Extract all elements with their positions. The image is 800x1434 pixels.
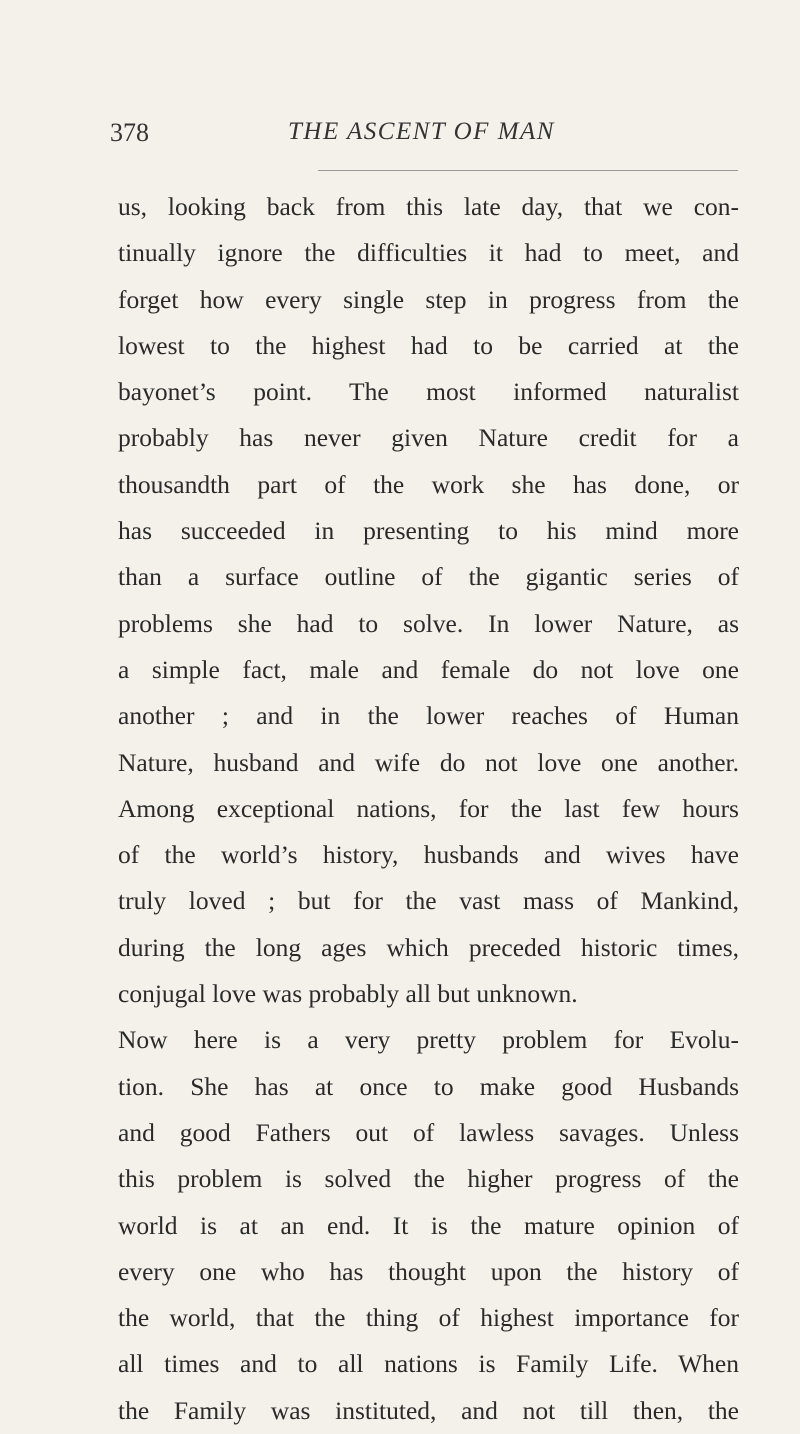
text-line: forget how every single step in progress from the — [118, 284, 739, 314]
text-line: tion. She has at once to make good Husbands — [118, 1071, 739, 1101]
text-line: thousandth part of the work she has done, or — [118, 469, 739, 499]
text-line: truly loved ; but for the vast mass of Mankind, — [118, 886, 739, 916]
text-line: us, looking back from this late day, that we con- — [118, 192, 739, 221]
text-line: lowest to the highest had to be carried at the — [118, 330, 739, 360]
text-line: tinually ignore the difficulties it had to meet, and — [118, 238, 739, 268]
text-line: all times and to all nations is Family Life. When — [118, 1349, 739, 1379]
text-line: conjugal love was probably all but unknown. — [118, 979, 578, 1009]
text-line: during the long ages which preceded historic times, — [118, 932, 739, 962]
text-line: Now here is a very pretty problem for Evolu- — [118, 1025, 739, 1055]
text-line: Nature, husband and wife do not love one another. — [118, 747, 739, 777]
text-line: than a surface outline of the gigantic series of — [118, 562, 739, 592]
text-line: of the world’s history, husbands and wives have — [118, 840, 739, 870]
text-line: the Family was instituted, and not till then, the — [118, 1395, 739, 1425]
text-line: another ; and in the lower reaches of Human — [118, 701, 739, 731]
text-line: this problem is solved the higher progress of the — [118, 1164, 739, 1194]
running-title: THE ASCENT OF MAN — [288, 118, 555, 145]
text-line: and good Fathers out of lawless savages. Unless — [118, 1117, 739, 1147]
text-line: world is at an end. It is the mature opinion of — [118, 1210, 739, 1240]
body-text — [118, 184, 739, 1434]
header-rule — [318, 170, 738, 171]
text-line: probably has never given Nature credit for a — [118, 423, 739, 453]
text-line: problems she had to solve. In lower Nature, as — [118, 608, 739, 638]
text-line: Among exceptional nations, for the last few hours — [118, 793, 739, 823]
page-number: 378 — [110, 118, 149, 147]
text-line: has succeeded in presenting to his mind more — [118, 516, 739, 546]
text-line: every one who has thought upon the history of — [118, 1256, 739, 1286]
text-line: a simple fact, male and female do not love one — [118, 654, 739, 684]
text-line: the world, that the thing of highest importance for — [118, 1303, 739, 1333]
text-line: bayonet’s point. The most informed naturalist — [118, 377, 739, 407]
